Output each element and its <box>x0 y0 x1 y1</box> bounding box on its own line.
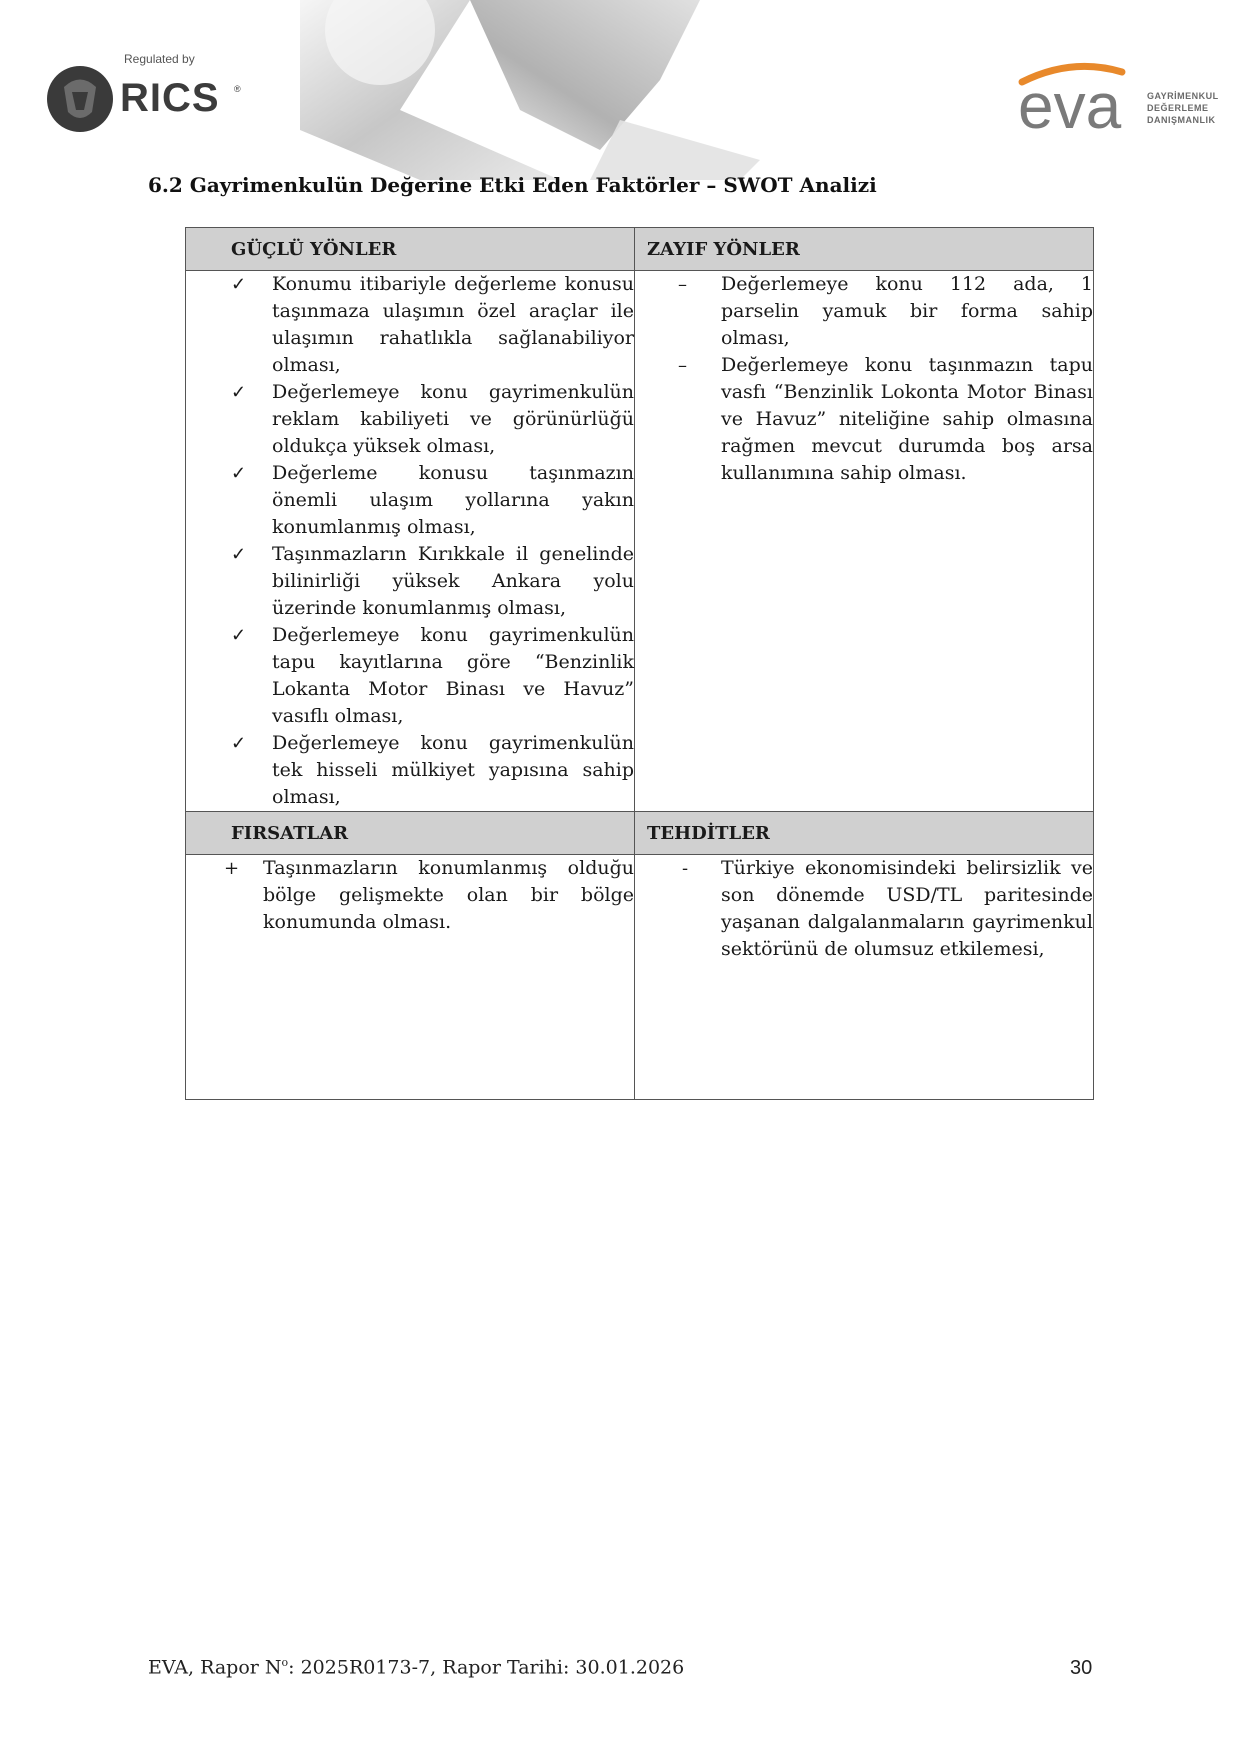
swot-table <box>185 227 1094 1100</box>
dash-icon: – <box>678 274 687 295</box>
rics-regulated-by: Regulated by <box>124 52 195 66</box>
strengths-cell <box>186 271 635 812</box>
threats-list <box>635 855 1093 963</box>
strength-item <box>186 271 634 379</box>
report-number-sup: o <box>281 1656 289 1669</box>
checkmark-icon: ✓ <box>231 544 247 565</box>
weakness-text: Değerlemeye konu taşınmazın tapu vasfı “Benzinlik Lokonta Motor Binası ve Havuz” niteliğine sahip olmasına rağmen mevcut durumda boş arsa kullanımına sahip olması. <box>721 354 1093 484</box>
strength-item <box>186 622 634 730</box>
checkmark-icon: ✓ <box>231 463 247 484</box>
swot-header-row-top <box>186 228 1094 271</box>
threat-item <box>635 855 1093 963</box>
strength-text: Değerlemeye konu gayrimenkulün tapu kayıtlarına göre “Benzinlik Lokanta Motor Binası ve Havuz” vasıflı olması, <box>272 624 634 727</box>
checkmark-icon: ✓ <box>231 274 247 295</box>
opportunities-header: FIRSATLAR <box>186 812 635 855</box>
rics-wordmark: RICS <box>120 76 220 120</box>
section-title: 6.2 Gayrimenkulün Değerine Etki Eden Faktörler – SWOT Analizi <box>148 173 877 197</box>
strength-item <box>186 379 634 460</box>
report-reference <box>148 1656 684 1678</box>
plus-icon: + <box>224 858 240 879</box>
swot-body-row-bottom <box>186 855 1094 1100</box>
eva-wordmark: eva <box>1018 70 1122 142</box>
strength-text: Değerlemeye konu gayrimenkulün reklam kabiliyeti ve görünürlüğü oldukça yüksek olması, <box>272 381 634 457</box>
strength-text: Konumu itibariyle değerleme konusu taşınmaza ulaşımın özel araçlar ile ulaşımın rahatlıkla sağlanabiliyor olması, <box>272 273 634 376</box>
checkmark-icon: ✓ <box>231 382 247 403</box>
strength-text: Değerlemeye konu gayrimenkulün tek hisseli mülkiyet yapısına sahip olması, <box>272 732 634 808</box>
hyphen-icon: - <box>682 858 689 879</box>
strengths-list <box>186 271 634 811</box>
opportunities-list <box>186 855 634 936</box>
strength-item <box>186 541 634 622</box>
weakness-item <box>635 352 1093 487</box>
strength-item <box>186 730 634 811</box>
weakness-text: Değerlemeye konu 112 ada, 1 parselin yamuk bir forma sahip olması, <box>721 273 1093 349</box>
report-prefix: EVA, Rapor N <box>148 1656 282 1679</box>
eva-subtitle-line-2: DEĞERLEME <box>1147 103 1209 113</box>
dash-icon: – <box>678 355 687 376</box>
report-details: : 2025R0173-7, Rapor Tarihi: 30.01.2026 <box>288 1656 685 1679</box>
checkmark-icon: ✓ <box>231 733 247 754</box>
opportunity-text: Taşınmazların konumlanmış olduğu bölge gelişmekte olan bir bölge konumunda olması. <box>263 857 634 933</box>
weaknesses-header: ZAYIF YÖNLER <box>635 228 1094 271</box>
opportunities-cell <box>186 855 635 1100</box>
strength-item <box>186 460 634 541</box>
threat-text: Türkiye ekonomisindeki belirsizlik ve son dönemde USD/TL paritesinde yaşanan dalgalanmaların gayrimenkul sektörünü de olumsuz etkilemesi, <box>721 857 1093 960</box>
swot-body-row-top <box>186 271 1094 812</box>
weaknesses-cell <box>635 271 1094 812</box>
weakness-item <box>635 271 1093 352</box>
threats-header: TEHDİTLER <box>635 812 1094 855</box>
rics-registered-mark: ® <box>234 84 241 94</box>
eva-subtitle-line-1: GAYRİMENKUL <box>1147 91 1219 101</box>
eva-subtitle-line-3: DANIŞMANLIK <box>1147 115 1216 125</box>
checkmark-icon: ✓ <box>231 625 247 646</box>
strength-text: Değerleme konusu taşınmazın önemli ulaşım yollarına yakın konumlanmış olması, <box>272 462 634 538</box>
strengths-header: GÜÇLÜ YÖNLER <box>186 228 635 271</box>
threats-cell <box>635 855 1094 1100</box>
page-number: 30 <box>1070 1657 1093 1679</box>
eva-subtitle <box>1147 90 1219 126</box>
opportunity-item <box>186 855 634 936</box>
weaknesses-list <box>635 271 1093 487</box>
swot-header-row-bottom <box>186 812 1094 855</box>
strength-text: Taşınmazların Kırıkkale il genelinde bilinirliği yüksek Ankara yolu üzerinde konumlanmış olması, <box>272 543 634 619</box>
